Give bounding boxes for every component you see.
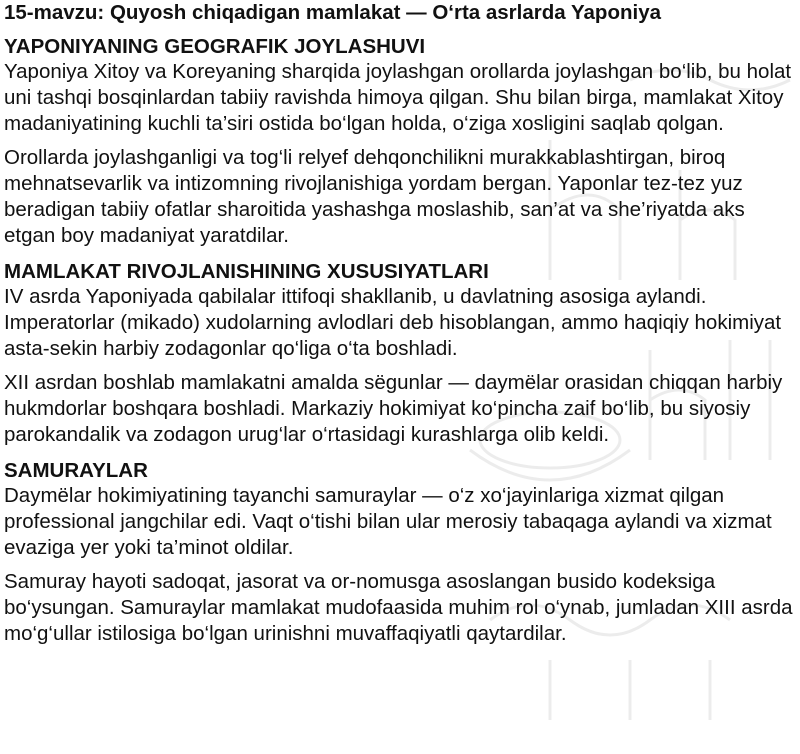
paragraph: Orollarda joylashganligi va tog‘li relyef dehqonchilikni murakkablashtirgan, biroq mehnatsevarlik va intizomning rivojlanishiga yordam bergan. Yaponlar tez-tez yuz beradigan tabiiy ofatlar sharoitida yashashga moslashib, san’at va she’riyatda aks etgan boy madaniyat yaratdilar. [4, 146, 745, 247]
section-development [4, 260, 794, 448]
section-samurai [4, 459, 794, 647]
section-heading: YAPONIYANING GEOGRAFIK JOYLASHUVI [4, 35, 426, 58]
section-heading: SAMURAYLAR [4, 459, 148, 482]
topic-title: 15-mavzu: Quyosh chiqadigan mamlakat — O‘rta asrlarda Yaponiya [4, 1, 661, 24]
section-heading: MAMLAKAT RIVOJLANISHINING XUSUSIYATLARI [4, 260, 489, 283]
paragraph: Yaponiya Xitoy va Koreyaning sharqida joylashgan orollarda joylashgan bo‘lib, bu holat uni tashqi bosqinlardan tabiiy ravishda himoya qilgan. Shu bilan birga, mamlakat Xitoy madaniyatining kuchli ta’siri ostida bo‘lgan holda, o‘ziga xosligini saqlab qolgan. [4, 60, 792, 135]
section-geography [4, 35, 794, 249]
paragraph: XII asrdan boshlab mamlakatni amalda sëgunlar — daymëlar orasidan chiqqan harbiy hukmdorlar boshqara boshladi. Markaziy hokimiyat ko‘pincha zaif bo‘lib, bu siyosiy parokandalik va zodagon urug‘lar o‘rtasidagi kurashlarga olib keldi. [4, 371, 783, 446]
paragraph: Samuray hayoti sadoqat, jasorat va or-nomusga asoslangan busido kodeksiga bo‘ysungan. Samuraylar mamlakat mudofaasida muhim rol o‘ynab, jumladan XIII asrda mo‘g‘ullar istilosiga bo‘lgan urinishni muvaffaqiyatli qaytardilar. [4, 570, 793, 645]
paragraph: Daymëlar hokimiyatining tayanchi samuraylar — o‘z xo‘jayinlariga xizmat qilgan professional jangchilar edi. Vaqt o‘tishi bilan ular merosiy tabaqaga aylandi va xizmat evaziga yer yoki ta’minot oldilar. [4, 484, 772, 559]
paragraph: IV asrda Yaponiyada qabilalar ittifoqi shakllanib, u davlatning asosiga aylandi. Imperatorlar (mikado) xudolarning avlodlari deb hisoblangan, ammo haqiqiy hokimiyat asta-sekin harbiy zodagonlar qo‘liga o‘ta boshladi. [4, 285, 782, 360]
